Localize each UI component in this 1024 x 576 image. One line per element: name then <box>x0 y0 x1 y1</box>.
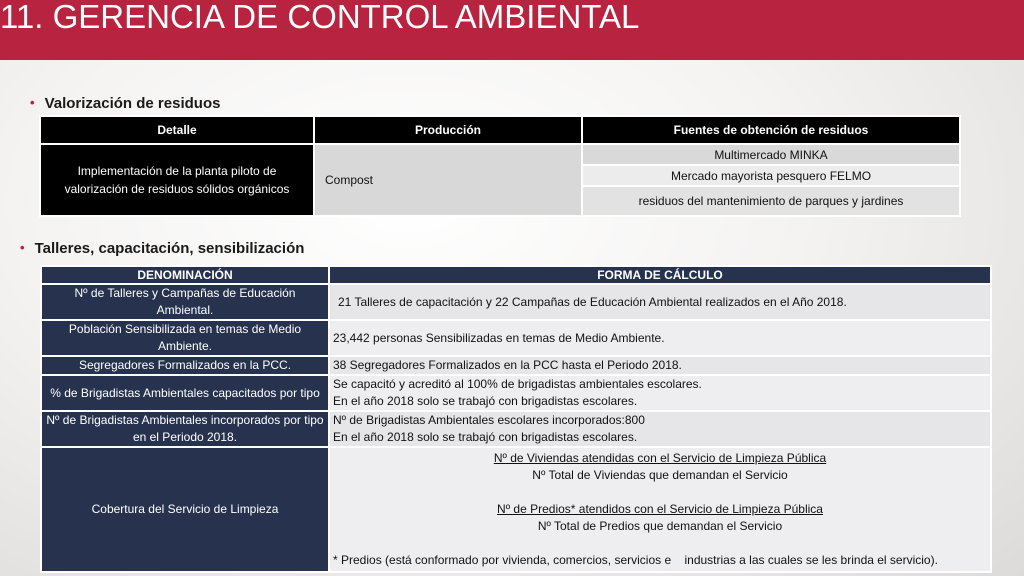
column-header: Producción <box>315 117 581 143</box>
column-header: Fuentes de obtención de residuos <box>583 117 959 143</box>
column-header: Detalle <box>41 117 313 143</box>
denominacion-cell: Segregadores Formalizados en la PCC. <box>42 357 328 374</box>
calculo-line: Nº de Brigadistas Ambientales escolares incorporados:800 <box>333 413 645 427</box>
page-title: 11. GERENCIA DE CONTROL AMBIENTAL <box>0 0 640 35</box>
title-banner <box>0 0 1024 60</box>
table-row <box>42 448 990 571</box>
denominacion-cell: Nº de Brigadistas Ambientales incorporados por tipo en el Periodo 2018. <box>42 412 328 446</box>
spacer <box>333 484 987 501</box>
formula-numerator: Nº de Predios* atendidos con el Servicio de Limpieza Pública <box>497 502 823 516</box>
column-header: FORMA DE CÁLCULO <box>330 267 990 283</box>
bullet-icon: • <box>30 95 35 110</box>
calculo-cell <box>330 376 990 410</box>
denominacion-cell: Nº de Talleres y Campañas de Educación Ambiental. <box>42 285 328 319</box>
formula-denominator: Nº Total de Predios que demandan el Servicio <box>537 519 783 533</box>
calculo-line: Se capacitó y acreditó al 100% de brigadistas ambientales escolares. <box>333 377 702 391</box>
table-row <box>42 376 990 410</box>
talleres-table <box>40 265 992 573</box>
spacer <box>333 535 987 552</box>
calculo-line: En el año 2018 solo se trabajó con brigadistas escolares. <box>333 430 638 444</box>
bullet-icon: • <box>20 240 25 255</box>
calculo-cell: 38 Segregadores Formalizados en la PCC hasta el Periodo 2018. <box>330 357 990 374</box>
calculo-cell: 23,442 personas Sensibilizadas en temas de Medio Ambiente. <box>330 321 990 355</box>
denominacion-cell: % de Brigadistas Ambientales capacitados por tipo <box>42 376 328 410</box>
section-heading-label: Talleres, capacitación, sensibilización <box>34 240 305 257</box>
table-row <box>42 285 990 319</box>
table-header-row <box>41 117 959 143</box>
formula-numerator: Nº de Viviendas atendidas con el Servicio de Limpieza Pública <box>493 451 827 465</box>
section-heading-label: Valorización de residuos <box>44 95 221 112</box>
calculo-cell <box>330 412 990 446</box>
produccion-cell: Compost <box>315 145 581 215</box>
valorizacion-table <box>39 115 961 217</box>
denominacion-cell: Población Sensibilizada en temas de Medio Ambiente. <box>42 321 328 355</box>
footnote: * Predios (está conformado por vivienda, comercios, servicios e industrias a las cuales se les brinda el servicio). <box>333 553 938 567</box>
table-row <box>42 357 990 374</box>
fuente-cell: Mercado mayorista pesquero FELMO <box>583 166 959 185</box>
detalle-cell: Implementación de la planta piloto de valorización de residuos sólidos orgánicos <box>41 145 313 215</box>
calculo-cell <box>330 448 990 571</box>
table-row <box>42 412 990 446</box>
fuente-cell: residuos del mantenimiento de parques y jardines <box>583 187 959 215</box>
table-row <box>41 145 959 164</box>
calculo-line: En el año 2018 solo se trabajó con brigadistas escolares. <box>333 394 638 408</box>
formula-denominator: Nº Total de Viviendas que demandan el Servicio <box>532 468 788 482</box>
section-heading-valorizacion <box>30 95 220 112</box>
column-header: DENOMINACIÓN <box>42 267 328 283</box>
calculo-cell: 21 Talleres de capacitación y 22 Campañas de Educación Ambiental realizados en el Año 2018. <box>330 285 990 319</box>
table-row <box>42 321 990 355</box>
section-heading-talleres <box>20 240 304 257</box>
denominacion-cell: Cobertura del Servicio de Limpieza <box>42 448 328 571</box>
fuente-cell: Multimercado MINKA <box>583 145 959 164</box>
table-header-row <box>42 267 990 283</box>
